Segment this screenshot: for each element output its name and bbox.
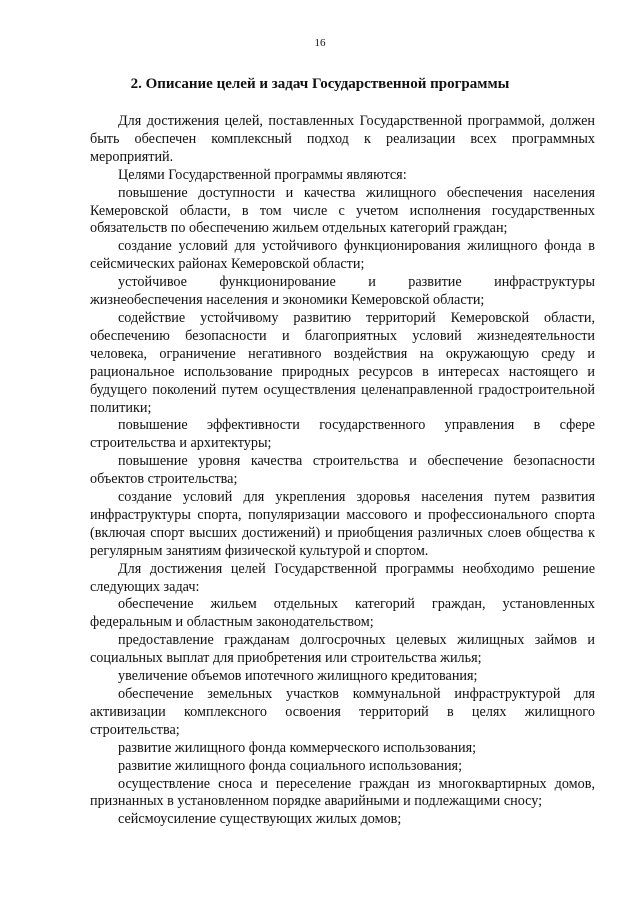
paragraph-goal-sport: создание условий для укрепления здоровья населения путем развития инфраструктуры спорта, популяризации массового и профессионального спорта (включая спорт высших достижений) и приобщения различных слоев общества к регулярным занятиям физической культурой и спортом. [90, 489, 595, 559]
paragraph-task-seismic-strengthening: сейсмоусиление существующих жилых домов; [118, 811, 402, 828]
paragraph-goal-infrastructure: устойчивое функционирование и развитие инфраструктуры жизнеобеспечения населения и экономики Кемеровской области; [90, 274, 595, 309]
paragraph-goal-seismic-housing: создание условий для устойчивого функционирования жилищного фонда в сейсмических районах Кемеровской области; [90, 238, 595, 273]
paragraph-task-social-housing: развитие жилищного фонда социального использования; [118, 757, 463, 774]
paragraph-task-mortgage: увеличение объемов ипотечного жилищного кредитования; [118, 668, 478, 685]
document-body [90, 113, 595, 829]
paragraph-tasks-heading: Для достижения целей Государственной программы необходимо решение следующих задач: [90, 560, 595, 595]
paragraph-goal-housing-access: повышение доступности и качества жилищного обеспечения населения Кемеровской области, в том числе с учетом исполнения государственных обязательств по обеспечению жильем отдельных категорий граждан; [90, 184, 595, 237]
paragraph-task-loans: предоставление гражданам долгосрочных целевых жилищных займов и социальных выплат для приобретения или строительства жилья; [90, 632, 595, 667]
paragraph-goals-heading: Целями Государственной программы являются: [118, 166, 407, 183]
paragraph-goal-construction-quality: повышение уровня качества строительства и обеспечение безопасности объектов строительства; [90, 453, 595, 488]
paragraph-task-resettlement: осуществление сноса и переселение граждан из многоквартирных домов, признанных в установленном порядке аварийными и подлежащими сносу; [90, 775, 595, 810]
paragraph-task-housing-categories: обеспечение жильем отдельных категорий граждан, установленных федеральным и областным законодательством; [90, 596, 595, 631]
paragraph-goal-governance: повышение эффективности государственного управления в сфере строительства и архитектуры; [90, 417, 595, 452]
paragraph-task-commercial-housing: развитие жилищного фонда коммерческого использования; [118, 739, 477, 756]
paragraph-task-land-plots: обеспечение земельных участков коммунальной инфраструктурой для активизации комплексного освоения территорий в целях жилищного строительства; [90, 686, 595, 738]
page-number: 16 [314, 37, 326, 49]
paragraph-intro: Для достижения целей, поставленных Государственной программой, должен быть обеспечен комплексный подход к реализации всех программных мероприятий. [90, 113, 595, 165]
paragraph-goal-territory-development: содействие устойчивому развитию территорий Кемеровской области, обеспечению безопасности и благоприятных условий жизнедеятельности человека, ограничение негативного воздействия на окружающую среду и рациональное использование природных ресурсов в интересах настоящего и будущего поколений путем осуществления целенаправленной градостроительной политики; [90, 309, 595, 416]
section-title: 2. Описание целей и задач Государственной программы [130, 76, 510, 92]
